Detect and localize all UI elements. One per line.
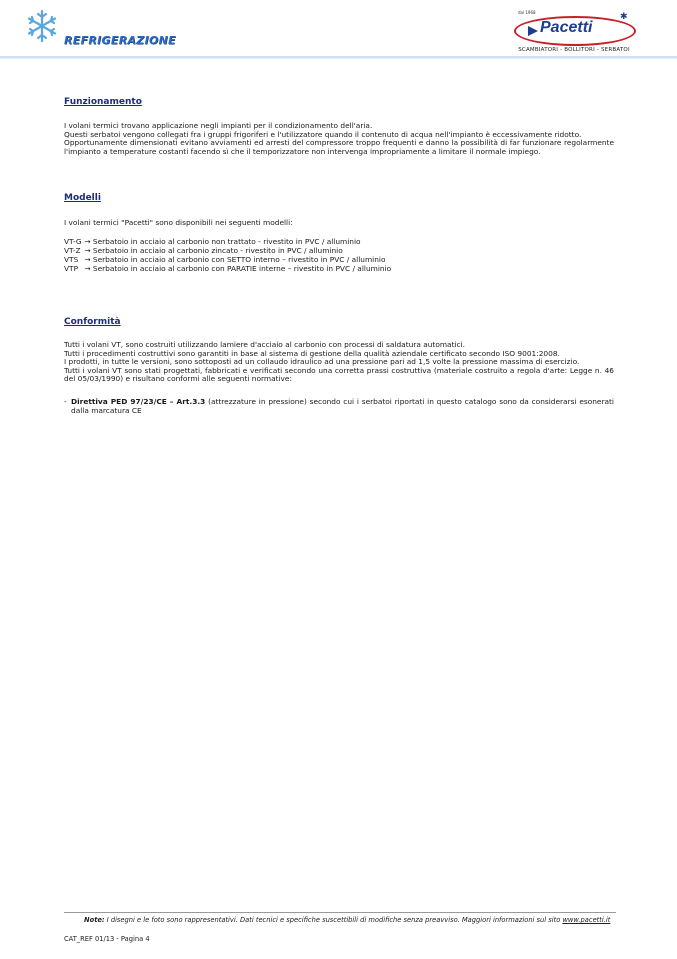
model-desc: → Serbatoio in acciaio al carbonio zincato - rivestito in PVC / alluminio xyxy=(84,246,343,255)
model-code: VTS xyxy=(64,255,79,264)
model-code: VT-Z xyxy=(64,246,81,255)
note-text: I disegni e le foto sono rappresentativi. Dati tecnici e specifiche suscettibili di modifiche senza preavviso. Maggiori informazioni sul sito xyxy=(104,916,563,924)
conformita-paragraph xyxy=(64,341,614,384)
text-line: Tutti i volani VT, sono costruiti utilizzando lamiere d'acciaio al carbonio con processi di saldatura automatici. xyxy=(64,340,465,349)
model-desc: → Serbatoio in acciaio al carbonio non trattato - rivestito in PVC / alluminio xyxy=(84,237,361,246)
heading-conformita: Conformità xyxy=(64,317,121,327)
text-line: I volani termici trovano applicazione negli impianti per il condizionamento dell'aria. xyxy=(64,121,373,130)
text-line: Tutti i volani VT sono stati progettati, fabbricati e verificati secondo una corretta prassi costruttiva (materiale costruito a regola d'arte: Legge n. 46 del 05/03/1990) e risultano conformi alle seguenti normative: xyxy=(64,365,614,384)
funzionamento-paragraph xyxy=(64,122,614,156)
bullet-mark: - xyxy=(64,397,67,406)
section-title: REFRIGERAZIONE xyxy=(64,34,176,47)
model-code: VT-G xyxy=(64,237,82,246)
header-divider xyxy=(0,56,677,59)
logo-subtitle: SCAMBIATORI - BOLLITORI - SERBATOI xyxy=(518,47,630,53)
logo-brand: Pacetti xyxy=(540,19,593,36)
model-desc: → Serbatoio in acciaio al carbonio con PARATIE interne – rivestito in PVC / alluminio xyxy=(84,264,392,273)
heading-modelli: Modelli xyxy=(64,193,101,203)
logo-star-icon: ✱ xyxy=(620,12,628,22)
footer-divider xyxy=(64,912,616,913)
pacetti-logo xyxy=(508,10,638,56)
text-line: Questi serbatoi vengono collegati fra i gruppi frigoriferi e l'utilizzatore quando il contenuto di acqua nell'impianto è eccessivamente ridotto. xyxy=(64,129,582,139)
model-desc: → Serbatoio in acciaio al carbonio con SETTO interno – rivestito in PVC / alluminio xyxy=(84,255,386,264)
note-label: Note: xyxy=(84,916,105,924)
snowflake-icon xyxy=(24,8,60,44)
logo-arrow-icon xyxy=(528,26,538,36)
directive-description: (attrezzature in pressione) secondo cui i serbatoi riportati in questo catalogo sono da considerarsi esonerati dalla marcatura CE xyxy=(71,397,614,415)
text-line: Opportunamente dimensionati evitano avviamenti ed arresti del compressore troppo frequenti e danno la possibilità di far funzionare regolarmente l'impianto a temperature costanti facendo sì che il temporizzatore non intervenga impropriamente a limitare il normale impiego. xyxy=(64,138,614,156)
footer-note xyxy=(84,916,610,924)
bullet-text xyxy=(71,398,614,415)
heading-funzionamento: Funzionamento xyxy=(64,97,142,107)
model-item xyxy=(64,265,391,274)
text-line: Tutti i procedimenti costruttivi sono garantiti in base al sistema di gestione della qualità aziendale certificato secondo ISO 9001:2008. xyxy=(64,348,560,358)
model-code: VTP xyxy=(64,264,79,273)
logo-top-text: dal 1968 xyxy=(518,10,536,15)
text-line: I prodotti, in tutte le versioni, sono sottoposti ad un collaudo idraulico ad una pressione pari ad 1,5 volte la pressione massima di esercizio. xyxy=(64,357,580,367)
directive-name: Direttiva PED 97/23/CE – Art.3.3 xyxy=(71,397,206,406)
modelli-intro: I volani termici "Pacetti" sono disponibili nei seguenti modelli: xyxy=(64,218,293,227)
page-header xyxy=(0,0,677,64)
page-number: CAT_REF 01/13 - Pagina 4 xyxy=(64,935,150,943)
website-link[interactable]: www.pacetti.it xyxy=(562,916,611,924)
